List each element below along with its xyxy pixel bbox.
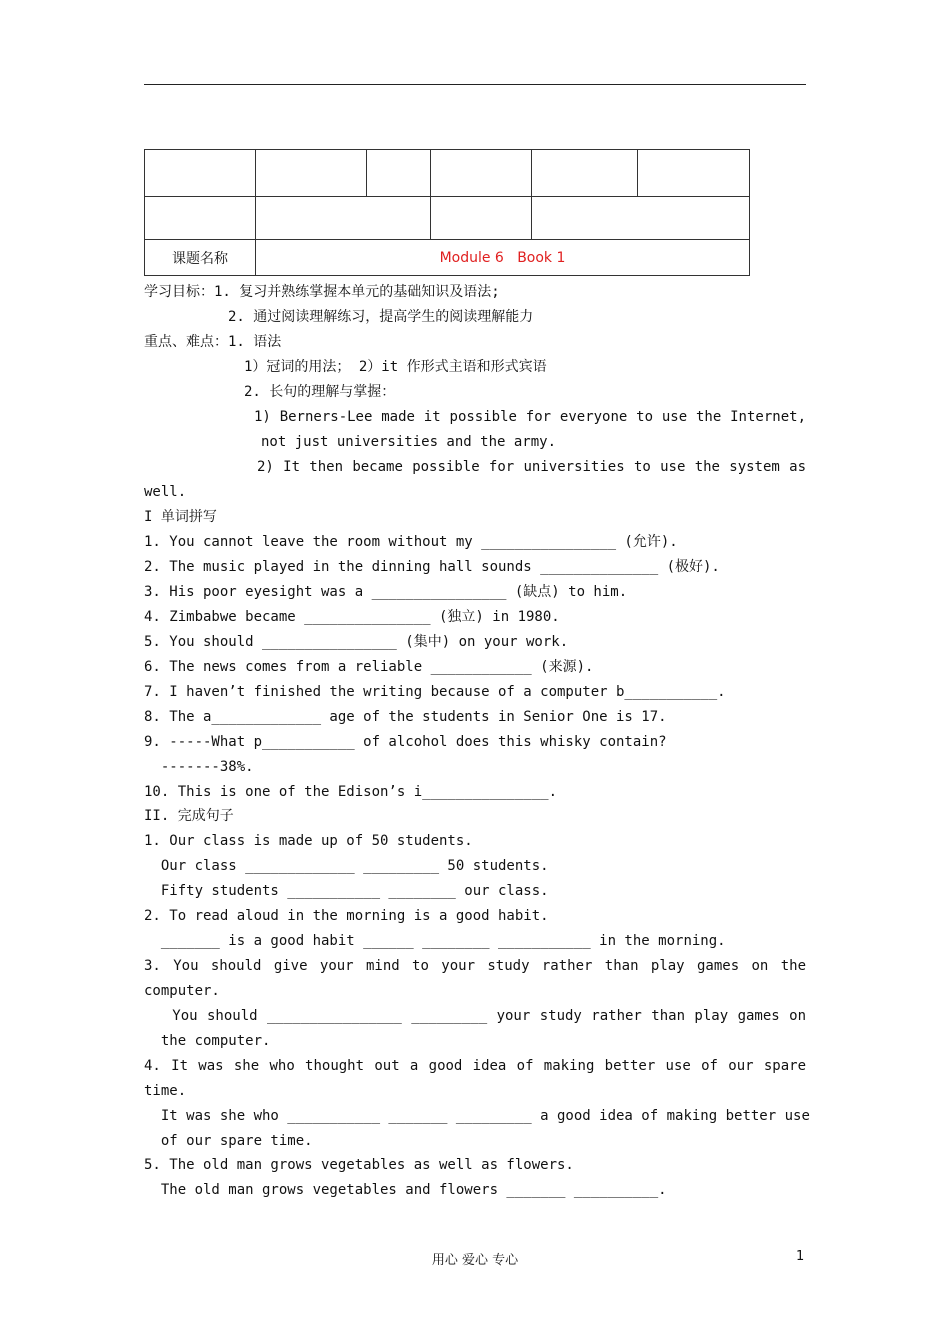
section-2-q1: 1. Our class is made up of 50 students. xyxy=(144,833,473,849)
section-1-title: I 单词拼写 xyxy=(144,509,217,525)
section-1-q7: 7. I haven’t finished the writing because of a computer b___________. xyxy=(144,684,726,700)
section-2-q3-answer-2: the computer. xyxy=(144,1033,271,1049)
cell-empty xyxy=(256,150,367,197)
objectives-line-1 xyxy=(144,282,806,302)
section-1-q9: 9. -----What p___________ of alcohol does this whisky contain? xyxy=(144,734,667,750)
header-table xyxy=(144,149,750,276)
objectives-label: 学习目标： xyxy=(144,284,214,300)
page-number: 1 xyxy=(796,1249,805,1264)
section-2-q2a: _______ is a good habit ______ ________ ___________ in the morning. xyxy=(144,933,726,949)
section-2-q5: 5. The old man grows vegetables as well as flowers. xyxy=(144,1157,574,1173)
key-point-1-sub: 1）冠词的用法； 2）it 作形式主语和形式宾语 xyxy=(244,359,547,375)
key-point-1: 1. 语法 xyxy=(228,334,282,350)
section-2-q4-line-2: time. xyxy=(144,1083,187,1099)
sentence-2-line-1: 2) It then became possible for universities to use the system as xyxy=(257,459,806,475)
key-point-2: 2. 长句的理解与掌握： xyxy=(244,384,396,400)
cell-empty xyxy=(638,150,750,197)
section-1-q2: 2. The music played in the dinning hall sounds ______________ (极好). xyxy=(144,559,720,575)
section-2-q4-line-1: 4. It was she who thought out a good idea of making better use of our spare xyxy=(144,1058,806,1074)
cell-empty xyxy=(367,150,431,197)
topic-title: Module 6 Book 1 xyxy=(256,240,750,276)
section-2-q1b: Fifty students ___________ ________ our class. xyxy=(144,883,549,899)
section-2-q3-line-1: 3. You should give your mind to your study rather than play games on the xyxy=(144,958,806,974)
section-1-q5: 5. You should ________________ (集中) on your work. xyxy=(144,634,569,650)
cell-empty xyxy=(532,150,638,197)
section-1-q10: 10. This is one of the Edison’s i_______________. xyxy=(144,784,558,800)
section-2-q4-answer-2: of our spare time. xyxy=(144,1133,313,1149)
section-2-q2: 2. To read aloud in the morning is a good habit. xyxy=(144,908,549,924)
section-1-q6: 6. The news comes from a reliable ____________ (来源). xyxy=(144,659,594,675)
section-2-q3-answer-1: You should ________________ _________ your study rather than play games on xyxy=(144,1008,806,1024)
cell-empty xyxy=(145,197,256,240)
cell-empty xyxy=(256,197,431,240)
objective-2: 2. 通过阅读理解练习，提高学生的阅读理解能力 xyxy=(228,309,534,325)
cell-empty xyxy=(532,197,750,240)
cell-empty xyxy=(145,150,256,197)
section-2-title: II. 完成句子 xyxy=(144,808,234,824)
section-1-q9-answer: -------38%. xyxy=(144,759,254,775)
top-rule xyxy=(144,84,806,85)
page-footer: 用心 爱心 专心 xyxy=(431,1253,519,1268)
section-1-q4: 4. Zimbabwe became _______________ (独立) in 1980. xyxy=(144,609,560,625)
cell-empty xyxy=(431,150,532,197)
section-1-q1: 1. You cannot leave the room without my ________________ (允许). xyxy=(144,534,678,550)
section-2-q4-answer-1: It was she who ___________ _______ _________ a good idea of making better use xyxy=(144,1108,810,1124)
section-1-q8: 8. The a_____________ age of the students in Senior One is 17. xyxy=(144,709,667,725)
key-points-label: 重点、难点： xyxy=(144,334,228,350)
key-points-line-1 xyxy=(144,332,806,352)
section-2-q1a: Our class _____________ _________ 50 students. xyxy=(144,858,549,874)
sentence-1-line-1: 1) Berners-Lee made it possible for everyone to use the Internet, xyxy=(254,409,806,425)
sentence-2-line-2: well. xyxy=(144,484,187,500)
section-2-q5a: The old man grows vegetables and flowers _______ __________. xyxy=(144,1182,667,1198)
section-2-q3-line-2: computer. xyxy=(144,983,220,999)
objective-1: 1. 复习并熟练掌握本单元的基础知识及语法; xyxy=(214,284,500,300)
cell-empty xyxy=(431,197,532,240)
topic-label: 课题名称 xyxy=(145,240,256,276)
section-1-q3: 3. His poor eyesight was a ________________ (缺点) to him. xyxy=(144,584,628,600)
sentence-1-line-2: not just universities and the army. xyxy=(261,434,557,450)
